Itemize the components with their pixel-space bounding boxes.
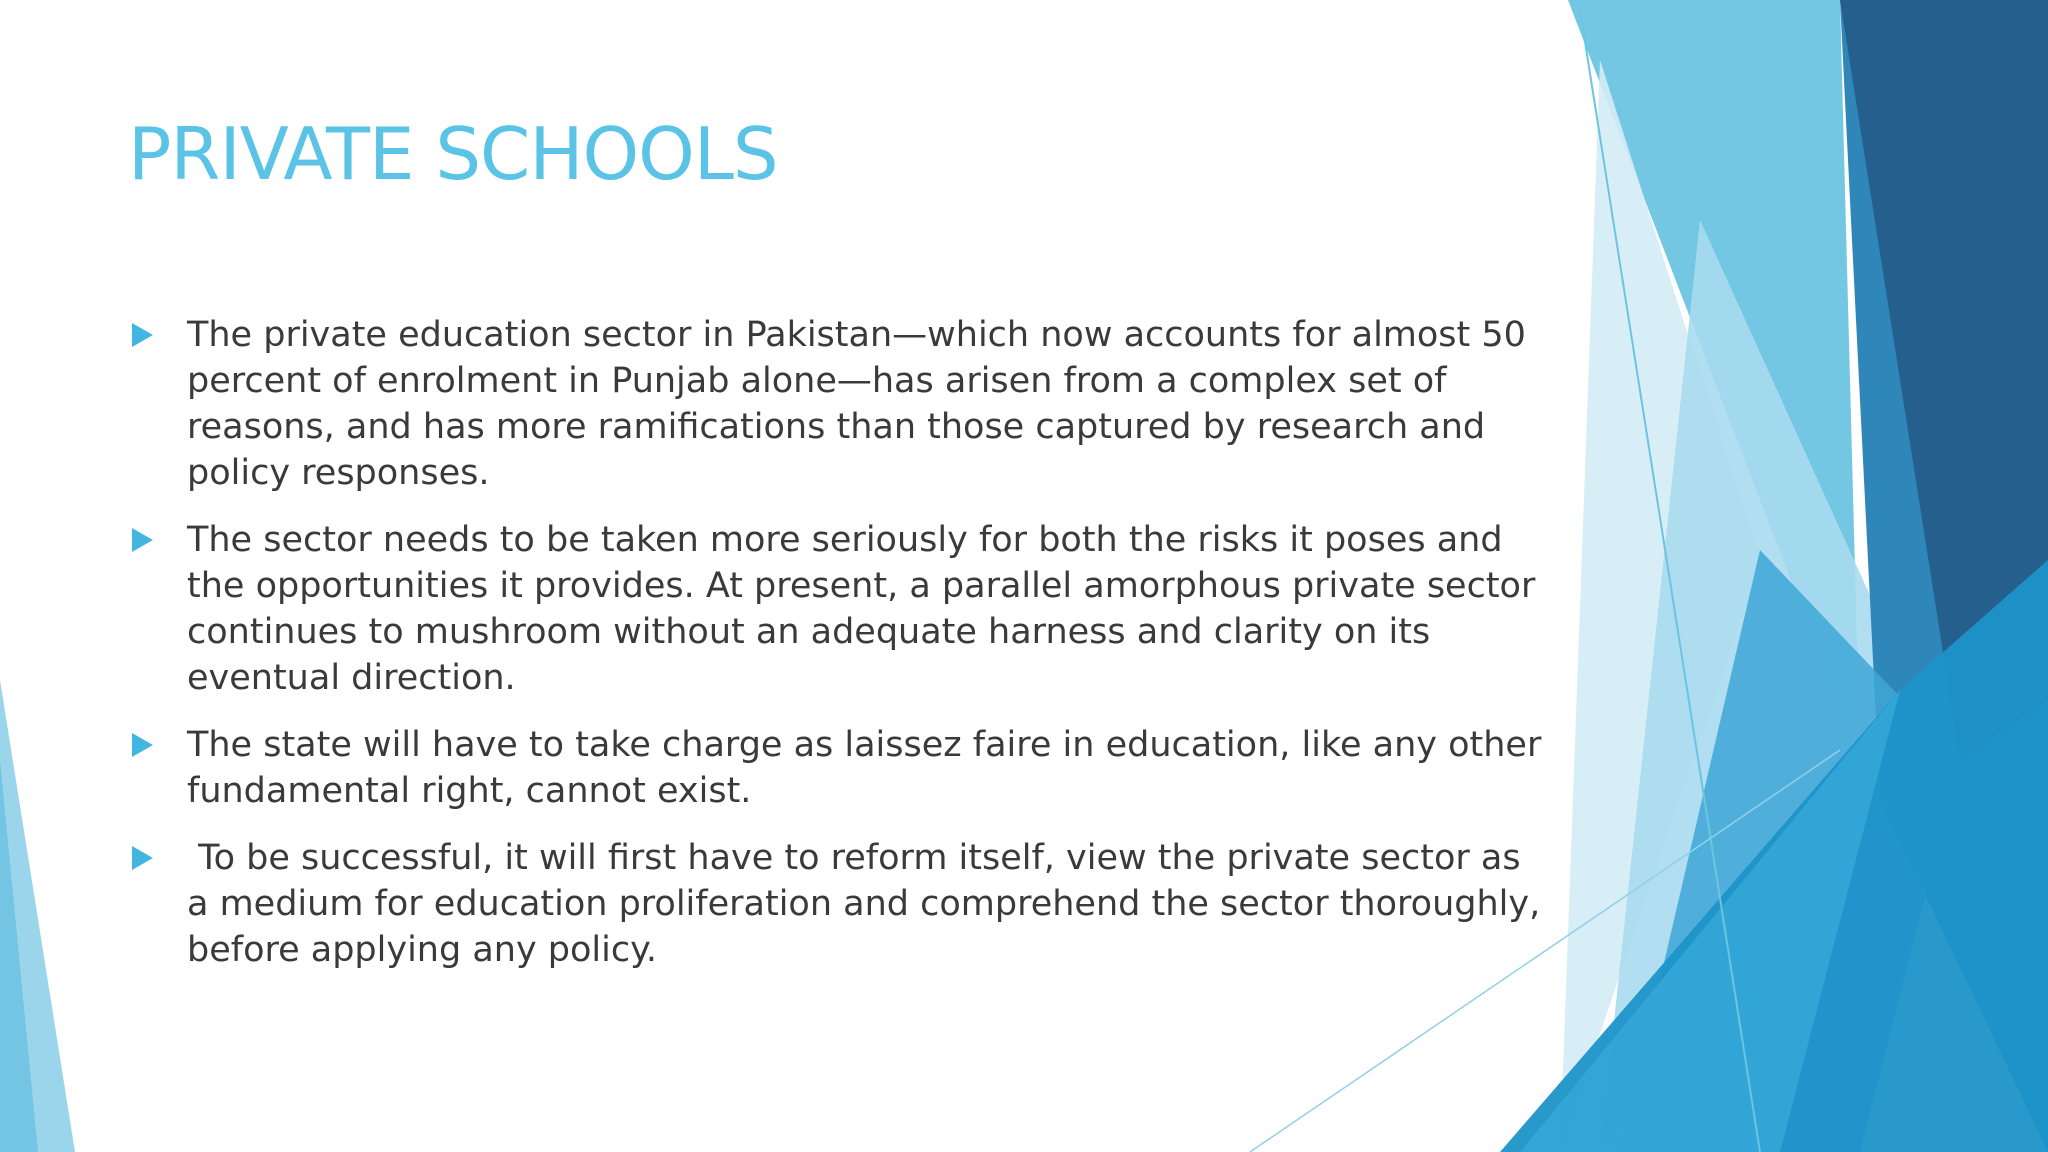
bullet-list <box>130 312 1553 994</box>
bullet-text: The state will have to take charge as laissez faire in education, like any other fundamental right, cannot exist. <box>187 725 1553 811</box>
bullet-item <box>130 722 1553 814</box>
triangle-right-icon <box>132 733 153 757</box>
triangle-right-icon <box>132 323 153 347</box>
triangle-right-icon <box>132 846 153 870</box>
slide-title: PRIVATE SCHOOLS <box>128 112 778 196</box>
bullet-item <box>130 835 1550 973</box>
triangle-right-icon <box>132 528 153 552</box>
bullet-text: The sector needs to be taken more seriously for both the risks it poses and the opportunities it provides. At present, a parallel amorphous private sector continues to mushroom without an adequate harness and clarity on its eventual direction. <box>187 520 1547 698</box>
bullet-item <box>130 517 1550 701</box>
bullet-text: To be successful, it will first have to reform itself, view the private sector as a medium for education proliferation and comprehend the sector thoroughly, before applying any policy. <box>187 838 1552 970</box>
bullet-text: The private education sector in Pakistan—which now accounts for almost 50 percent of enrolment in Punjab alone—has arisen from a complex set of reasons, and has more ramifications than those captured by research and policy responses. <box>187 315 1538 493</box>
bullet-item <box>130 312 1550 496</box>
